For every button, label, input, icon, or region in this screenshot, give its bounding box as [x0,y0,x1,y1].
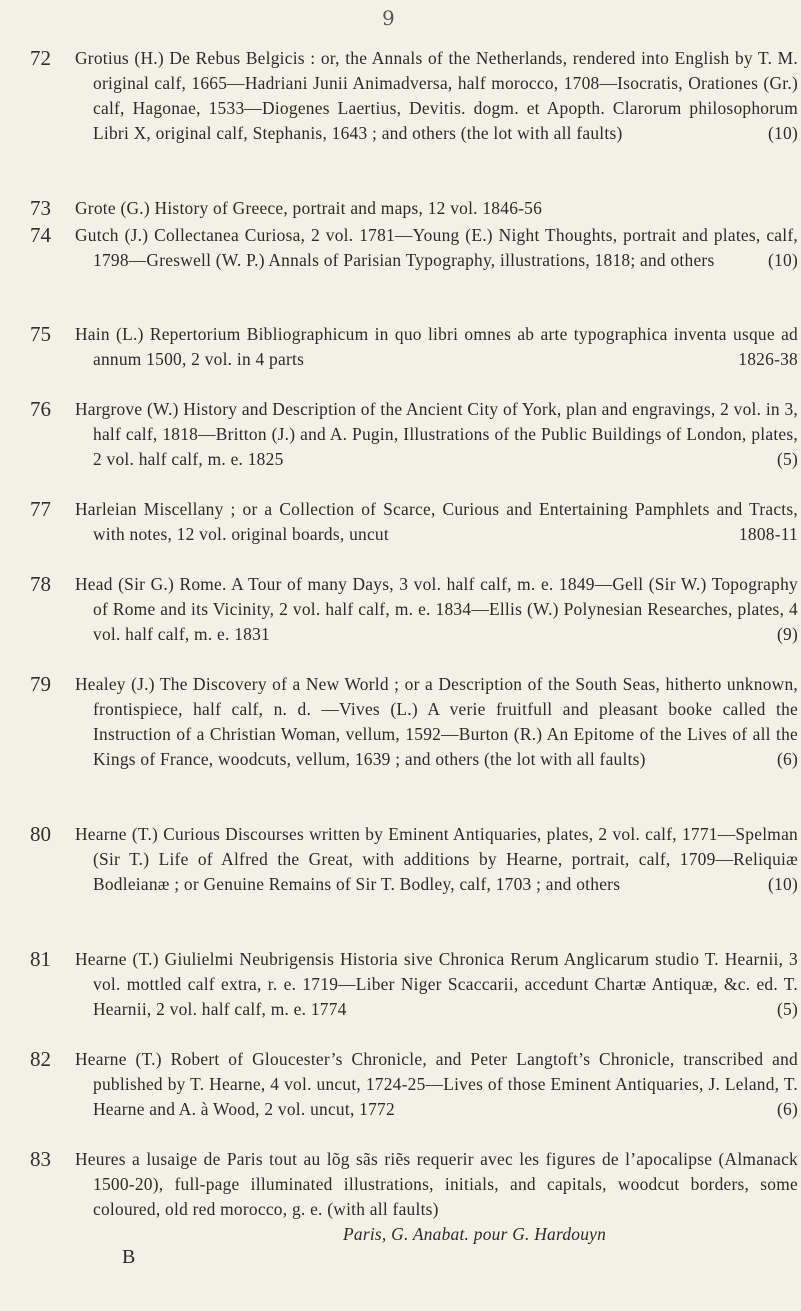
lot-number: 74 [30,223,51,247]
page-number: 9 [382,6,395,30]
signature-mark: B [122,1246,136,1268]
lot-number: 73 [30,196,51,220]
lot-description: Head (Sir G.) Rome. A Tour of many Days, 3 vol. half calf, m. e. 1849—Gell (Sir W.) Topography of Rome and its Vicinity, 2 vol. half calf, m. e. 1834—Ellis (W.) Polynesian Researches, plates, 4 vol. half calf, m. e. 1831 (9) [75,572,798,647]
lot-number: 78 [30,572,51,596]
lot-description: Grotius (H.) De Rebus Belgicis : or, the Annals of the Netherlands, rendered into English by T. M. original calf, 1665—Hadriani Junii Animadversa, half morocco, 1708—Isocratis, Orationes (Gr.) calf, Hagonae, 1533—Diogenes Laertius, Devitis. dogm. et Apopth. Clarorum philosophorum Libri X, original calf, Stephanis, 1643 ; and others (the lot with all faults) (10) [75,46,798,146]
lot-price: (9) [776,624,798,644]
lot-description: Harleian Miscellany ; or a Collection of Scarce, Curious and Entertaining Pamphlets and Tracts, with notes, 12 vol. original boards, uncut 1808-11 [75,497,798,547]
lot-number: 76 [30,397,51,421]
lot-number: 77 [30,497,51,521]
lot-description: Hain (L.) Repertorium Bibliographicum in quo libri omnes ab arte typographica inventa usque ad annum 1500, 2 vol. in 4 parts 1826-38 [75,322,798,372]
lot-description: Hearne (T.) Robert of Gloucester’s Chronicle, and Peter Langtoft’s Chronicle, transcribed and published by T. Hearne, 4 vol. uncut, 1724-25—Lives of those Eminent Antiquaries, J. Leland, T. Hearne and A. à Wood, 2 vol. uncut, 1772 (6) [75,1047,798,1122]
lot-price: (5) [776,449,798,469]
lot-number: 75 [30,322,51,346]
lot-number: 79 [30,672,51,696]
lot-price: (6) [776,749,798,769]
lot-number: 83 [30,1147,51,1171]
lot-price: (6) [776,1099,798,1119]
lot-description: Gutch (J.) Collectanea Curiosa, 2 vol. 1781—Young (E.) Night Thoughts, portrait and plates, calf, 1798—Greswell (W. P.) Annals of Parisian Typography, illustrations, 1818; and others (10) [75,223,798,273]
lot-description: Hearne (T.) Curious Discourses written by Eminent Antiquaries, plates, 2 vol. calf, 1771—Spelman (Sir T.) Life of Alfred the Great, with additions by Hearne, portrait, calf, 1709—Reliquiæ Bodleianæ ; or Genuine Remains of Sir T. Bodley, calf, 1703 ; and others (10) [75,822,798,897]
lot-number: 81 [30,947,51,971]
lot-number: 72 [30,46,51,70]
lot-description: Hargrove (W.) History and Description of the Ancient City of York, plan and engravings, 2 vol. in 3, half calf, 1818—Britton (J.) and A. Pugin, Illustrations of the Public Buildings of London, plates, 2 vol. half calf, m. e. 1825 (5) [75,397,798,472]
lot-price: 1826-38 [738,349,798,369]
lot-price: (10) [768,123,798,143]
lot-price: 1808-11 [738,524,798,544]
lot-description: Hearne (T.) Giulielmi Neubrigensis Historia sive Chronica Rerum Anglicarum studio T. Hearnii, 3 vol. mottled calf extra, r. e. 1719—Liber Niger Scaccarii, accedunt Chartæ Antiquæ, &c. ed. T. Hearnii, 2 vol. half calf, m. e. 1774 (5) [75,947,798,1022]
lot-imprint: Paris, G. Anabat. pour G. Hardouyn [343,1224,607,1244]
lot-description: Healey (J.) The Discovery of a New World ; or a Description of the South Seas, hitherto unknown, frontispiece, half calf, n. d. —Vives (L.) A verie fruitfull and pleasant booke called the Instruction of a Christian Woman, vellum, 1592—Burton (R.) An Epitome of the Lives of all the Kings of France, woodcuts, vellum, 1639 ; and others (the lot with all faults) (6) [75,672,798,772]
lot-description: Grote (G.) History of Greece, portrait and maps, 12 vol. 1846-56 [75,198,543,218]
lot-price: (5) [776,999,798,1019]
lot-number: 82 [30,1047,51,1071]
lot-price: (10) [768,874,798,894]
lot-description: Heures a lusaige de Paris tout au lõg sãs riẽs requerir avec les figures de l’apocalipse (Almanack 1500-20), full-page illuminated illustrations, initials, and capitals, woodcut borders, some coloured, old red morocco, g. e. (with all faults) Paris, G. Anabat. pour G. Hardouyn [75,1149,798,1244]
lot-number: 80 [30,822,51,846]
lot-price: (10) [768,250,798,270]
